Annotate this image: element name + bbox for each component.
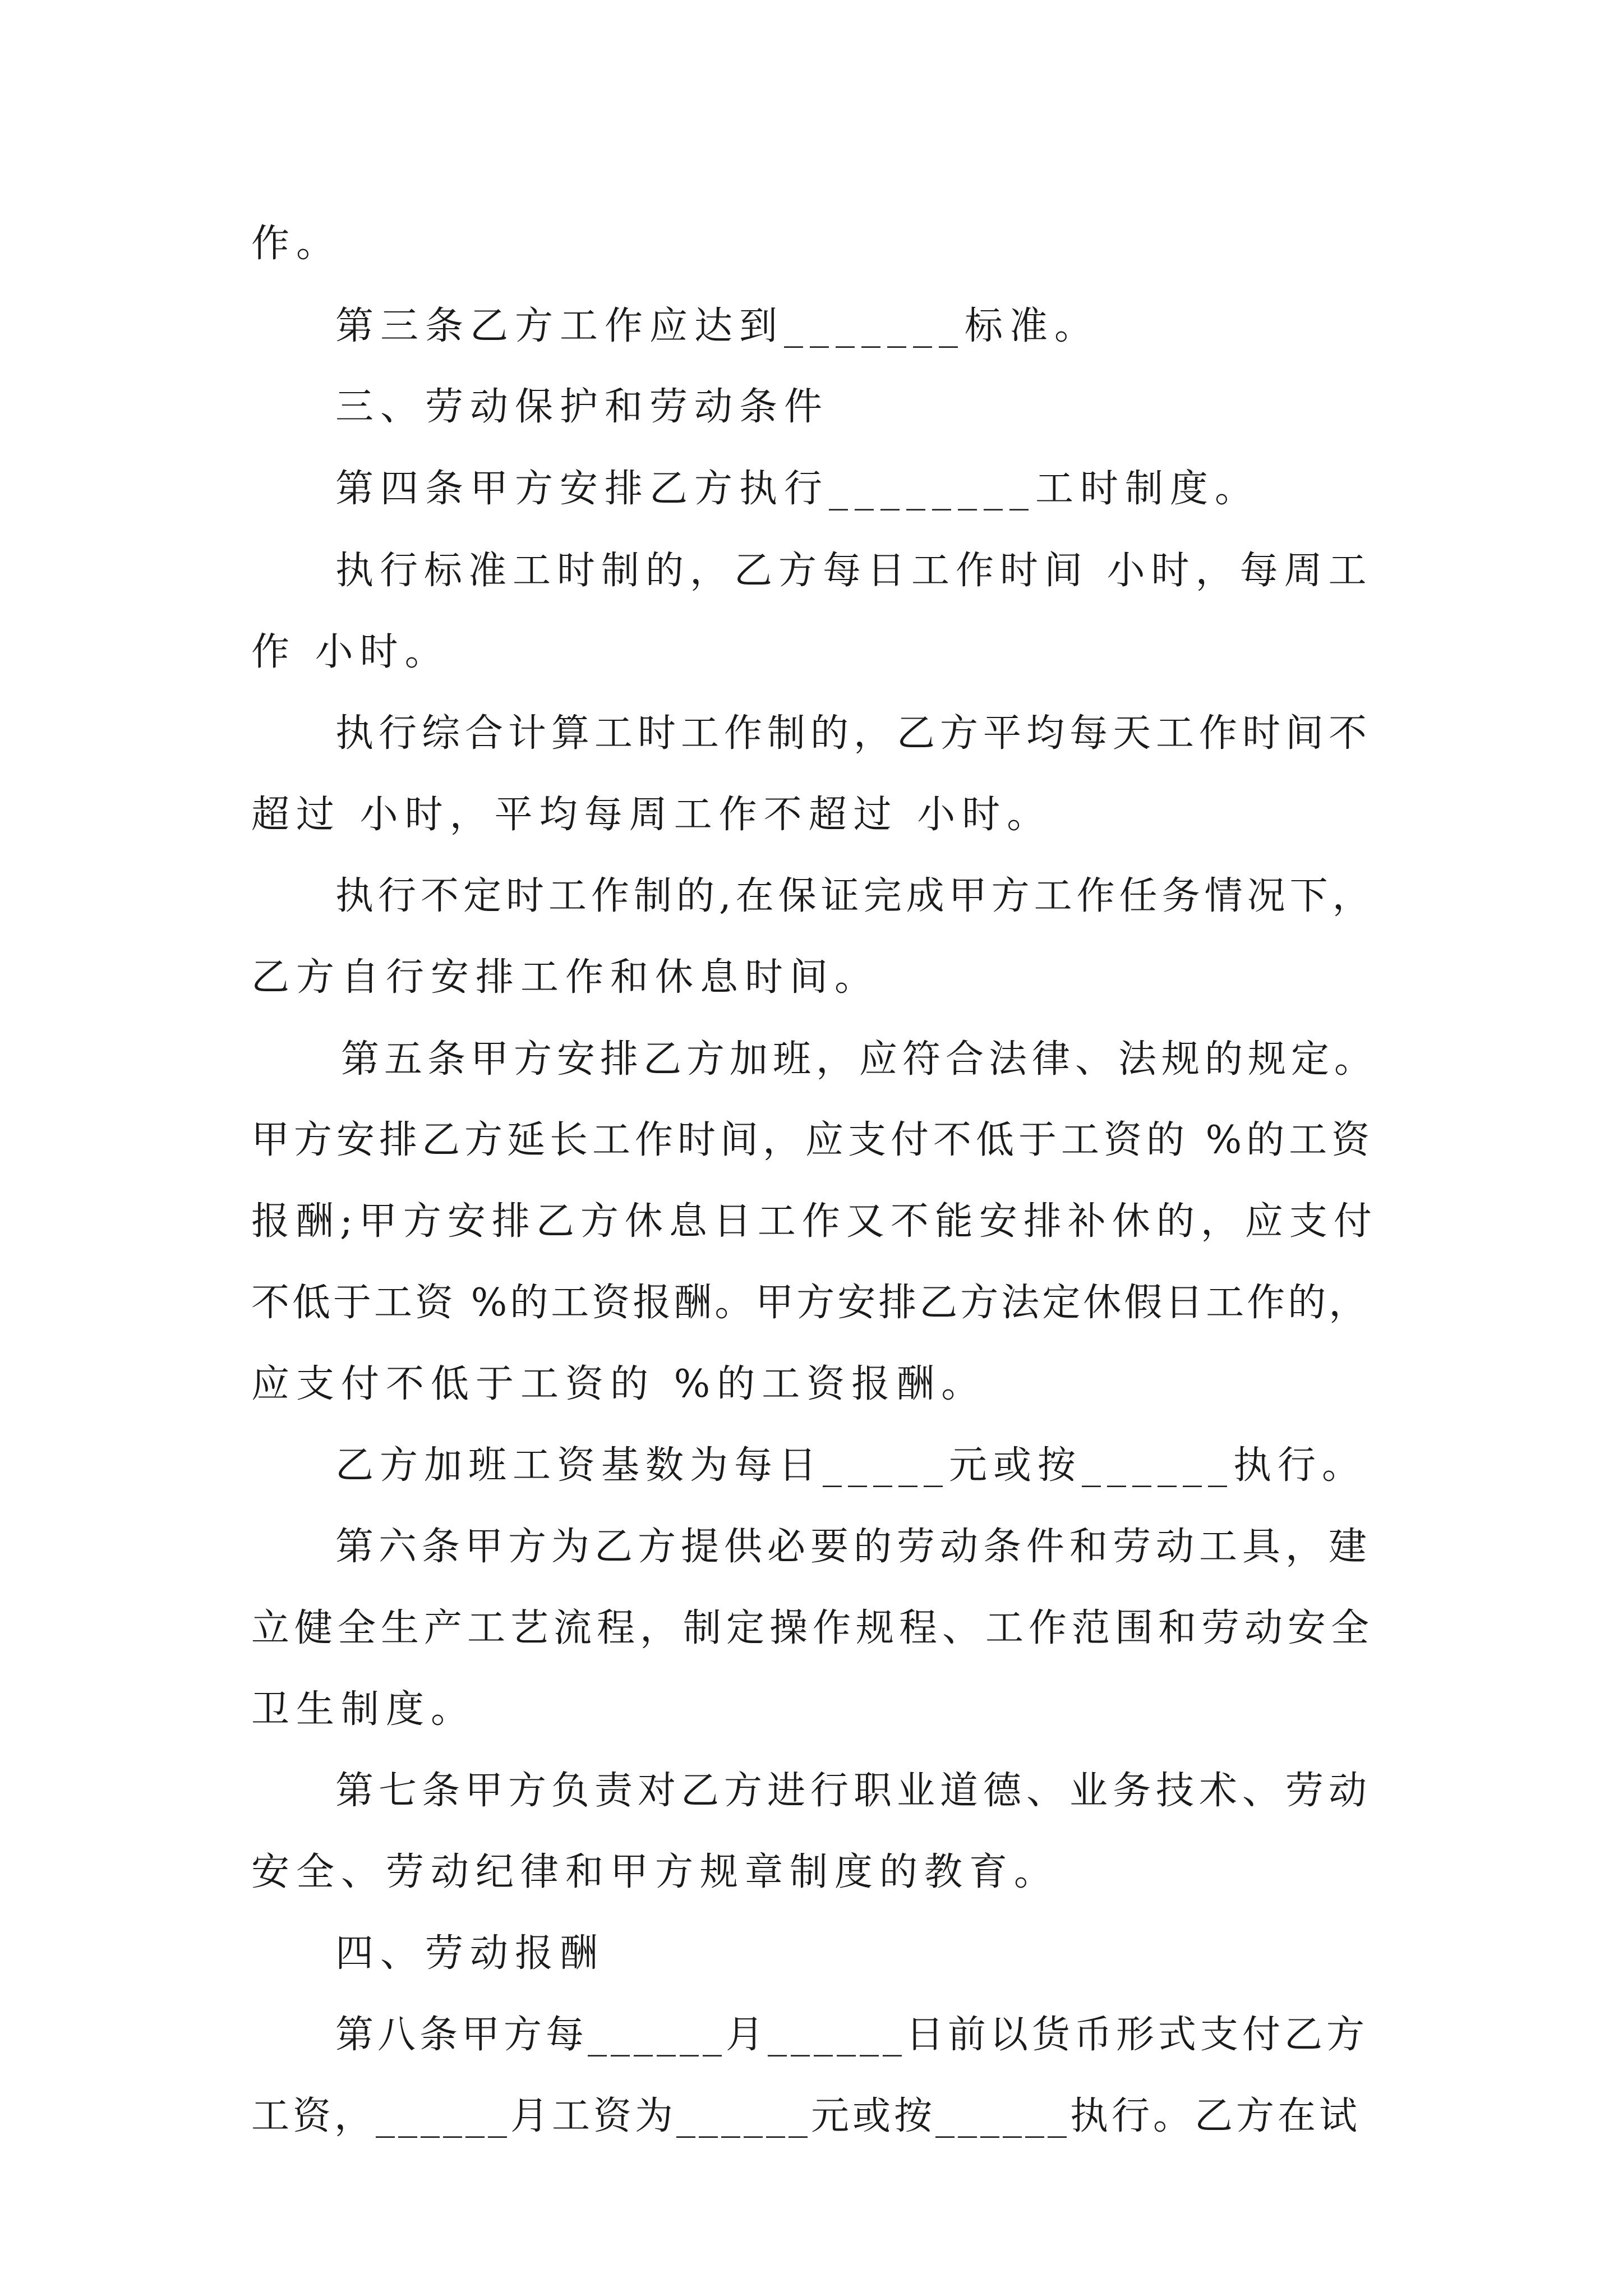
article-4-line: 第四条甲方安排乙方执行________工时制度。 (335, 467, 1260, 511)
text-line: 乙方加班工资基数为每日_____元或按______执行。 (335, 1443, 1367, 1488)
text-line: 甲方安排乙方延长工作时间，应支付不低于工资的 %的工资 (251, 1118, 1375, 1162)
text-line: 卫生制度。 (251, 1687, 476, 1732)
text-line: 执行综合计算工时工作制的，乙方平均每天工作时间不 (335, 711, 1372, 756)
text-line: 执行标准工时制的，乙方每日工作时间 小时，每周工 (335, 549, 1373, 593)
text-line: 工资，______月工资为______元或按______执行。乙方在试 (251, 2094, 1361, 2138)
text-line: 执行不定时工作制的,在保证完成甲方工作任务情况下， (335, 874, 1375, 918)
article-8-line: 第八条甲方每______月______日前以货币形式支付乙方 (335, 2013, 1369, 2057)
text-line: 乙方自行安排工作和休息时间。 (251, 955, 880, 1000)
text-line: 作 小时。 (251, 630, 450, 674)
text-line: 立健全生产工艺流程，制定操作规程、工作范围和劳动安全 (251, 1606, 1375, 1650)
text-line: 安全、劳动纪律和甲方规章制度的教育。 (251, 1850, 1059, 1894)
article-5-line: 第五条甲方安排乙方加班，应符合法律、法规的规定。 (341, 1037, 1378, 1082)
section-3-heading: 三、劳动保护和劳动条件 (335, 385, 829, 429)
text-line: 不低于工资 %的工资报酬。甲方安排乙方法定休假日工作的， (251, 1281, 1370, 1325)
text-line: 作。 (251, 222, 342, 266)
text-line: 超过 小时，平均每周工作不超过 小时。 (251, 793, 1052, 837)
text-line: 应支付不低于工资的 %的工资报酬。 (251, 1362, 986, 1406)
text-line: 报酬;甲方安排乙方休息日工作又不能安排补休的，应支付 (251, 1199, 1378, 1244)
article-3-line: 第三条乙方工作应达到_______标准。 (335, 304, 1100, 348)
section-4-heading: 四、劳动报酬 (335, 1931, 605, 1976)
article-6-line: 第六条甲方为乙方提供必要的劳动条件和劳动工具，建 (335, 1525, 1372, 1569)
article-7-line: 第七条甲方负责对乙方进行职业道德、业务技术、劳动 (335, 1769, 1372, 1813)
